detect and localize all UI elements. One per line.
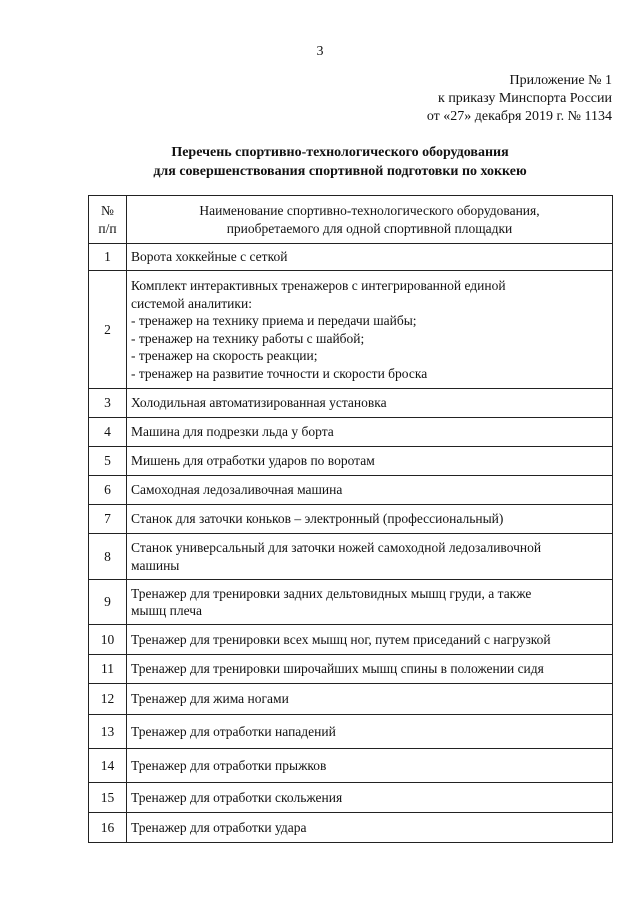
row-name: Тренажер для отработки нападений <box>127 715 613 749</box>
header-name-line-1: Наименование спортивно-технологического оборудования, <box>199 203 540 218</box>
row-number: 16 <box>89 813 127 843</box>
table-row <box>89 534 613 580</box>
table-header-row <box>89 196 613 244</box>
row-name-line: машины <box>131 557 180 573</box>
table-row <box>89 244 613 271</box>
table-row <box>89 749 613 783</box>
row-name-line: Станок универсальный для заточки ножей самоходной ледозаливочной <box>131 540 542 555</box>
row-number: 14 <box>89 749 127 783</box>
table-row <box>89 447 613 476</box>
row-name: Тренажер для отработки удара <box>127 813 613 843</box>
row-name: Холодильная автоматизированная установка <box>127 389 613 418</box>
table-row <box>89 271 613 389</box>
table-row <box>89 476 613 505</box>
row-name: Ворота хоккейные с сеткой <box>127 244 613 271</box>
title-line-1: Перечень спортивно-технологического оборудования <box>171 145 509 160</box>
table-row <box>89 684 613 715</box>
row-name: Мишень для отработки ударов по воротам <box>127 447 613 476</box>
row-number: 6 <box>89 476 127 505</box>
row-name-line: - тренажер на развитие точности и скорости броска <box>131 365 428 381</box>
row-name-line: - тренажер на скорость реакции; <box>131 348 318 363</box>
header-name <box>127 196 613 244</box>
row-name: Тренажер для отработки скольжения <box>127 783 613 813</box>
table-row <box>89 655 613 684</box>
row-name-list <box>127 580 613 625</box>
row-name: Станок для заточки коньков – электронный (профессиональный) <box>127 505 613 534</box>
row-name-list <box>127 271 613 389</box>
table-row <box>89 580 613 625</box>
row-number: 2 <box>89 271 127 389</box>
row-name-line: - тренажер на технику работы с шайбой; <box>131 330 365 346</box>
row-number: 3 <box>89 389 127 418</box>
appendix-reference <box>427 72 612 126</box>
table-row <box>89 783 613 813</box>
row-name-line: мышц плеча <box>131 603 203 618</box>
appendix-line-3: от «27» декабря 2019 г. № 1134 <box>426 109 612 124</box>
row-name-line: - тренажер на технику приема и передачи шайбы; <box>131 313 417 328</box>
table-row <box>89 389 613 418</box>
row-name-line: Тренажер для тренировки задних дельтовидных мышц груди, а также <box>131 585 532 601</box>
header-number-line-1: № <box>101 203 114 218</box>
row-number: 12 <box>89 684 127 715</box>
appendix-line-2: к приказу Минспорта России <box>438 91 612 106</box>
document-title <box>60 143 620 181</box>
row-number: 13 <box>89 715 127 749</box>
table-row <box>89 505 613 534</box>
equipment-table <box>88 195 613 843</box>
row-number: 15 <box>89 783 127 813</box>
header-number-line-2: п/п <box>98 220 117 236</box>
row-name: Самоходная ледозаливочная машина <box>127 476 613 505</box>
table-row <box>89 418 613 447</box>
appendix-line-1: Приложение № 1 <box>509 73 612 88</box>
row-name-line: Комплект интерактивных тренажеров с интегрированной единой <box>131 278 506 293</box>
row-number: 5 <box>89 447 127 476</box>
row-name: Тренажер для жима ногами <box>127 684 613 715</box>
row-name-line: системой аналитики: <box>131 295 252 311</box>
row-number: 11 <box>89 655 127 684</box>
table-row <box>89 715 613 749</box>
row-number: 7 <box>89 505 127 534</box>
table-row <box>89 625 613 655</box>
page-number: 3 <box>316 44 324 59</box>
table-row <box>89 813 613 843</box>
row-name: Тренажер для тренировки всех мышц ног, путем приседаний с нагрузкой <box>127 625 613 655</box>
header-number <box>89 196 127 244</box>
header-name-line-2: приобретаемого для одной спортивной площадки <box>226 220 513 236</box>
row-name: Машина для подрезки льда у борта <box>127 418 613 447</box>
row-number: 10 <box>89 625 127 655</box>
row-number: 1 <box>89 244 127 271</box>
title-line-2: для совершенствования спортивной подготовки по хоккею <box>153 164 527 179</box>
row-name: Тренажер для тренировки широчайших мышц спины в положении сидя <box>127 655 613 684</box>
row-name: Тренажер для отработки прыжков <box>127 749 613 783</box>
row-number: 8 <box>89 534 127 580</box>
row-number: 4 <box>89 418 127 447</box>
row-number: 9 <box>89 580 127 625</box>
row-name-list <box>127 534 613 580</box>
